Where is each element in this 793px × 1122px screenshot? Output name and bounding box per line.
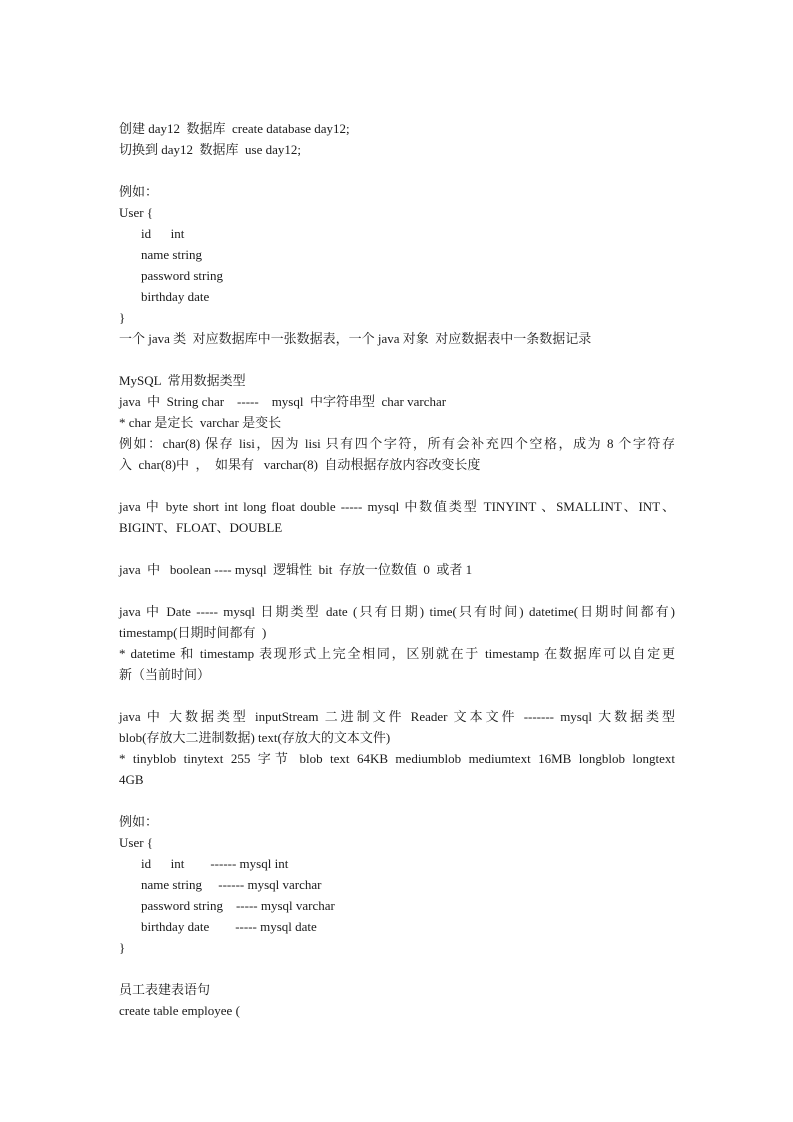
blank-line (119, 160, 675, 181)
blank-line (119, 958, 675, 979)
date-note-line: 新（当前时间） (119, 667, 211, 682)
class-close: } (119, 940, 126, 955)
field-line: password string (141, 268, 223, 283)
date-type-line: java 中 Date ----- mysql 日期类型 date (只有日期) time(只有时间) datetime(日期时间都有) (119, 604, 675, 619)
example-heading: 例如： (119, 814, 159, 829)
example-heading: 例如： (119, 184, 159, 199)
field-line: password string ----- mysql varchar (141, 898, 335, 913)
blank-line (119, 580, 675, 601)
blank-line (119, 790, 675, 811)
document-body (119, 118, 675, 1021)
create-table-line: create table employee ( (119, 1003, 240, 1018)
blank-line (119, 349, 675, 370)
char-note: * char 是定长 varchar 是变长 (119, 415, 282, 430)
blank-line (119, 538, 675, 559)
class-open: User { (119, 205, 154, 220)
blob-size-line: * tinyblob tinytext 255 字节 blob text 64KB mediumblob mediumtext 16MB longblob longtext (119, 751, 675, 766)
numeric-type-line: java 中 byte short int long float double ----- mysql 中数值类型 TINYINT 、SMALLINT、INT、 (119, 499, 675, 514)
field-line: id int ------ mysql int (141, 856, 289, 871)
use-db-line: 切换到 day12 数据库 use day12; (119, 142, 301, 157)
blob-type-line: blob(存放大二进制数据) text(存放大的文本文件) (119, 730, 391, 745)
field-line: birthday date (141, 289, 210, 304)
employee-heading: 员工表建表语句 (119, 982, 211, 997)
blank-line (119, 475, 675, 496)
class-open: User { (119, 835, 154, 850)
blob-type-line: java 中 大数据类型 inputStream 二进制文件 Reader 文本文件 ------- mysql 大数据类型 (119, 709, 675, 724)
blob-size-line: 4GB (119, 772, 144, 787)
field-line: name string (141, 247, 203, 262)
numeric-type-line: BIGINT、FLOAT、DOUBLE (119, 520, 283, 535)
class-close: } (119, 310, 126, 325)
field-line: birthday date ----- mysql date (141, 919, 317, 934)
char-example-line: 例如：char(8) 保存 lisi，因为 lisi 只有四个字符，所有会补充四个空格，成为 8 个字符存 (119, 436, 675, 451)
char-example-line: 入 char(8)中 ， 如果有 varchar(8) 自动根据存放内容改变长度 (119, 457, 481, 472)
types-heading: MySQL 常用数据类型 (119, 373, 246, 388)
date-type-line: timestamp(日期时间都有 ) (119, 625, 267, 640)
string-type-line: java 中 String char ----- mysql 中字符串型 char varchar (119, 394, 447, 409)
date-note-line: * datetime 和 timestamp 表现形式上完全相同，区别就在于 timestamp 在数据库可以自定更 (119, 646, 675, 661)
mapping-note: 一个 java 类 对应数据库中一张数据表，一个 java 对象 对应数据表中一条数据记录 (119, 331, 592, 346)
blank-line (119, 685, 675, 706)
boolean-type-line: java 中 boolean ---- mysql 逻辑性 bit 存放一位数值 0 或者 1 (119, 562, 473, 577)
field-line: id int (141, 226, 185, 241)
field-line: name string ------ mysql varchar (141, 877, 322, 892)
create-db-line: 创建 day12 数据库 create database day12; (119, 121, 350, 136)
